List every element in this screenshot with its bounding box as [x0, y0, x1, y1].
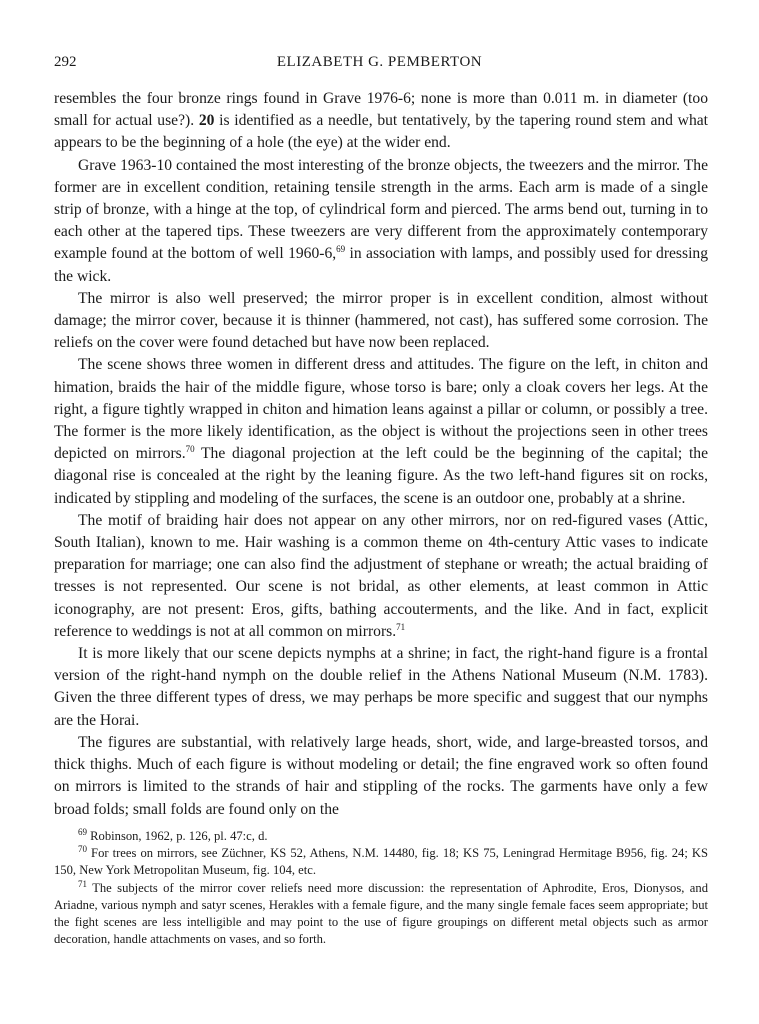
- body-text: [54, 88, 708, 821]
- page-number: 292: [54, 54, 77, 70]
- catalog-number: 20: [198, 112, 215, 130]
- paragraph-6: It is more likely that our scene depicts nymphs at a shrine; in fact, the right-hand figure is a frontal version of the right-hand nymph on the double relief in the Athens National Museum (N.M. 1783). Given the three different types of dress, we may perhaps be more specific and suggest that our nymphs are the Horai.: [54, 645, 708, 729]
- paragraph-2: Grave 1963-10 contained the most interesting of the bronze objects, the tweezers and the mirror. The former are in excellent condition, retaining tensile strength in the arms. Each arm is made of a single strip of bronze, with a hinge at the top, of cylindrical form and pierced. The arms bend out, turning in to each other at the tapered tips. These tweezers are very different from the approximately contemporary example found at the bottom of well 1960-6,69 in association with lamps, and possibly used for dressing the wick.: [54, 156, 708, 285]
- paragraph-1: resembles the four bronze rings found in Grave 1976-6; none is more than 0.011 m. in diameter (too small for actual use?). 20 is identified as a needle, but tentatively, by the tapering round stem and what appears to be the beginning of a hole (the eye) at the wider end.: [54, 90, 708, 152]
- footnote-ref-70[interactable]: 70: [185, 444, 195, 455]
- footnote-69: $^{69}$ Robinson, 1962, p. 126, pl. 47:c, d.: [78, 826, 268, 843]
- footnote-number: 69: [78, 826, 87, 837]
- paragraph-3: The mirror is also well preserved; the mirror proper is in excellent condition, almost without damage; the mirror cover, because it is thinner (hammered, not cast), has suffered some corrosion. The reliefs on the cover were found detached but have now been replaced.: [54, 289, 708, 352]
- paragraph-7: The figures are substantial, with relatively large heads, short, wide, and large-breasted torsos, and thick thighs. Much of each figure is without modeling or detail; the fine engraved work so often found on mirrors is limited to the strands of hair and stippling of the rocks. The garments have only a few broad folds; small folds are found only on the: [54, 733, 708, 818]
- footnote-number: 70: [78, 844, 87, 855]
- paragraph-4: The scene shows three women in different dress and attitudes. The figure on the left, in chiton and himation, braids the hair of the middle figure, whose torso is bare; only a cloak covers her legs. At the right, a figure tightly wrapped in chiton and himation leans against a pillar or column, or possibly a tree. The former is the more likely identification, as the object is without the projections seen in other trees depicted on mirrors.$^{70}$ The diagonal projection at the left could be the beginning of the capital; the diagonal rise is concealed at the right by the leaning figure. As the two left-hand figures sit on rocks, indicated by stippling and modeling of the surfaces, the scene is an outdoor one, probably at a shrine.: [54, 356, 708, 507]
- footnotes: [54, 828, 708, 948]
- footnote-ref-71[interactable]: 71: [396, 621, 406, 632]
- footnote-ref-69[interactable]: 69: [336, 244, 346, 255]
- running-head: ELIZABETH G. PEMBERTON: [276, 54, 483, 70]
- paragraph-5: The motif of braiding hair does not appear on any other mirrors, nor on red-figured vases (Attic, South Italian), known to me. Hair washing is a common theme on 4th-century Attic vases to indicate preparation for marriage; one can also find the adjustment of stephane or wreath; the actual braiding of tresses is not represented. Our scene is not bridal, as other elements, at least common in Attic iconography, are not present: Eros, gifts, bathing accouterments, and the like. And in fact, explicit reference to weddings is not at all common on mirrors.$^{71}$: [54, 511, 708, 640]
- footnote-number: 71: [78, 878, 87, 889]
- footnote-71: $^{71}$ The subjects of the mirror cover reliefs need more discussion: the representation of Aphrodite, Eros, Dionysos, and Ariadne, various nymph and satyr scenes, Herakles with a female figure, and the many single female faces seem appropriate; but the fight scenes are less intelligible and may point to the use of figure groupings on different metal objects such as armor decoration, handle attachments on vases, and so forth.: [54, 878, 708, 947]
- footnote-70: $^{70}$ For trees on mirrors, see Züchner, KS 52, Athens, N.M. 14480, fig. 18; KS 75, Leningrad Hermitage B956, fig. 24; KS 150, New York Metropolitan Museum, fig. 104, etc.: [54, 844, 708, 878]
- page-header: [54, 54, 705, 74]
